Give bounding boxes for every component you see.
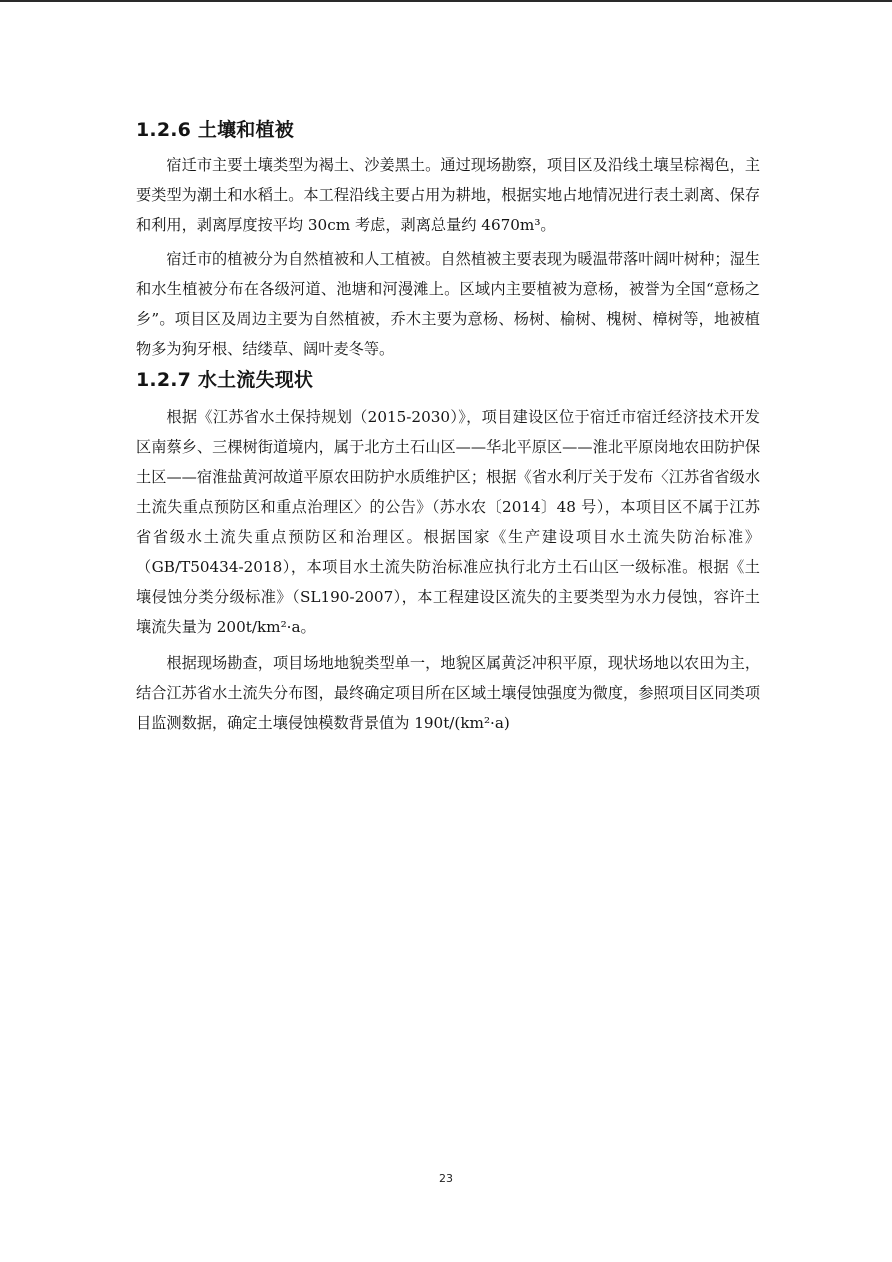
section-heading-soil-erosion: 1.2.7 水土流失现状	[136, 369, 314, 391]
section-heading-soil-vegetation: 1.2.6 土壤和植被	[136, 119, 294, 141]
page-top-border	[0, 0, 892, 2]
paragraph-erosion-background: 根据现场勘查，项目场地地貌类型单一，地貌区属黄泛冲积平原，现状场地以农田为主，结合江苏省水土流失分布图，最终确定项目所在区域土壤侵蚀强度为微度，参照项目区同类项目监测数据，确定土壤侵蚀模数背景值为 190t/(km²·a)	[136, 654, 760, 732]
paragraph-vegetation: 宿迁市的植被分为自然植被和人工植被。自然植被主要表现为暖温带落叶阔叶树种；湿生和水生植被分布在各级河道、池塘和河漫滩上。区域内主要植被为意杨，被誉为全国“意杨之乡”。项目区及周边主要为自然植被，乔木主要为意杨、杨树、榆树、槐树、樟树等，地被植物多为狗牙根、结缕草、阔叶麦冬等。	[136, 250, 760, 358]
paragraph-erosion-planning: 根据《江苏省水土保持规划（2015-2030）》，项目建设区位于宿迁市宿迁经济技术开发区南蔡乡、三棵树街道境内，属于北方土石山区——华北平原区——淮北平原岗地农田防护保土区——宿淮盐黄河故道平原农田防护水质维护区；根据《省水利厅关于发布〈江苏省省级水土流失重点预防区和重点治理区〉的公告》（苏水农〔2014〕48 号），本项目区不属于江苏省省级水土流失重点预防区和治理区。根据国家《生产建设项目水土流失防治标准》（GB/T50434-2018），本项目水土流失防治标准应执行北方土石山区一级标准。根据《土壤侵蚀分类分级标准》（SL190-2007），本工程建设区流失的主要类型为水力侵蚀，容许土壤流失量为 200t/km²·a。	[136, 408, 760, 636]
page-number: 23	[439, 1172, 453, 1185]
document-body	[136, 112, 760, 738]
paragraph-soil: 宿迁市主要土壤类型为褐土、沙姜黑土。通过现场勘察，项目区及沿线土壤呈棕褐色，主要类型为潮土和水稻土。本工程沿线主要占用为耕地，根据实地占地情况进行表土剥离、保存和利用，剥离厚度按平均 30cm 考虑，剥离总量约 4670m³。	[136, 156, 760, 234]
